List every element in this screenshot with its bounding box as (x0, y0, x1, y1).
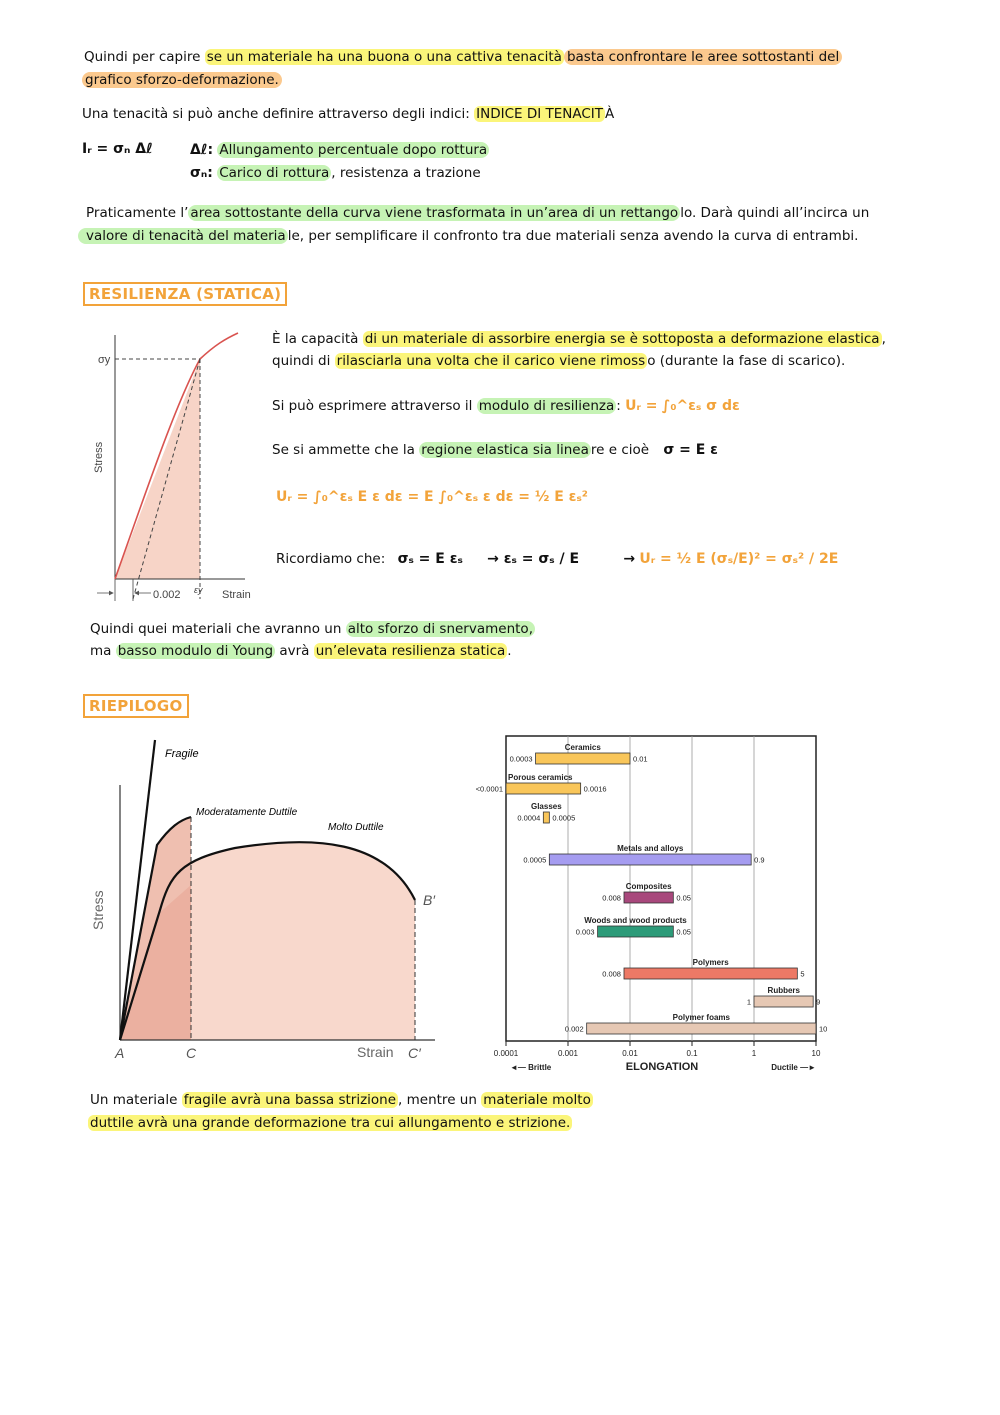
highlight: se un materiale ha una buona o una cattiva tenacità (206, 49, 562, 65)
res-line-3 (272, 395, 740, 417)
series-name: Metals and alloys (617, 844, 684, 853)
highlight: fragile avrà una bassa strizione (183, 1092, 397, 1108)
res-line-2 (272, 350, 845, 372)
text: Se si ammette che la (272, 442, 420, 458)
sy-label: σy (98, 354, 111, 366)
series-name: Glasses (530, 802, 562, 811)
practical-line-2 (78, 225, 858, 247)
text: , (881, 331, 886, 347)
min-label: 0.0004 (517, 813, 541, 823)
series-name: Polymer foams (672, 1013, 731, 1022)
ur-integral: ∫₀^εₛ σ dε (661, 398, 740, 414)
rem3-a: Uᵣ = ½ E (σₛ/E)² = (639, 551, 782, 567)
sigma-n-definition (190, 162, 481, 184)
rem2: → εₛ = σₛ / E (487, 551, 580, 567)
bar (543, 812, 549, 823)
highlight: INDICE DI TENACIT (476, 106, 604, 122)
max-label: 10 (819, 1024, 828, 1034)
section-header-riepilogo: RIEPILOGO (83, 694, 189, 718)
highlight: duttile avrà una grande deformazione tra cui allungamento e strizione. (90, 1115, 571, 1131)
highlight: grafico sforzo-deformazione. (82, 72, 282, 88)
series-name: Composites (625, 882, 672, 891)
intro-line-2 (82, 69, 282, 91)
strain-label: Strain (222, 589, 251, 601)
index-line (82, 103, 614, 125)
highlight: di un materiale di assorbire energia se è sottoposta a deformazione elastica (364, 331, 880, 347)
x-axis-title: ELONGATION (625, 1061, 699, 1073)
min-label: 0.008 (602, 893, 621, 903)
highlight: rilasciarla una volta che il carico viene rimoss (336, 353, 646, 369)
min-label: 0.0003 (509, 754, 533, 764)
max-label: 9 (816, 997, 821, 1007)
strain-label: Strain (357, 1044, 394, 1060)
max-label: 0.05 (676, 893, 691, 903)
fragile-label: Fragile (165, 748, 199, 760)
highlight: un’elevata resilienza statica (315, 643, 506, 659)
linear-law: σ = E ε (663, 442, 718, 458)
text: Si può esprimere attraverso il (272, 398, 477, 414)
stress-label: Stress (93, 441, 105, 473)
highlight: basta confrontare le aree sottostanti del (564, 49, 842, 65)
series-name: Ceramics (564, 743, 601, 752)
ur-derivation (276, 486, 588, 508)
series-name: Rubbers (767, 986, 800, 995)
min-label: 0.008 (602, 969, 621, 979)
a-label: A (115, 1045, 125, 1061)
max-label: 0.0005 (552, 813, 576, 823)
text: avrà (275, 643, 314, 659)
derivation-result: ½ E εₛ² (534, 489, 588, 505)
text: , mentre un (398, 1092, 482, 1108)
text: À (605, 106, 615, 122)
res-line-4 (272, 439, 718, 461)
toughness-formula: Iᵣ = σₙ Δℓ (82, 141, 153, 157)
highlight: valore di tenacità del materia (78, 228, 288, 244)
text: : (616, 398, 621, 414)
bar (598, 926, 674, 937)
summary-line-1 (90, 618, 535, 640)
highlight: regione elastica sia linea (421, 442, 589, 458)
resilience-stress-strain-chart (85, 325, 255, 607)
min-label: 1 (746, 997, 751, 1007)
resilience-area (115, 359, 200, 579)
text: Praticamente l’ (86, 205, 189, 221)
series-name: Polymers (692, 958, 729, 967)
remember-line (276, 548, 838, 570)
bprime-label: B′ (423, 892, 435, 908)
text: Quindi per capire (84, 49, 205, 65)
ur-symbol: Uᵣ = (625, 398, 658, 414)
cprime-label: C′ (408, 1045, 421, 1061)
text: . (507, 643, 512, 659)
highlight: modulo di resilienza (478, 398, 615, 414)
ey-label: εy (194, 585, 203, 595)
res-line-1 (272, 328, 886, 350)
min-label: 0.0005 (523, 855, 547, 865)
molto-label: Molto Duttile (328, 822, 384, 833)
highlight: Allungamento percentuale dopo rottura (219, 142, 488, 158)
text: Una tenacità si può anche definire attraverso degli indici: (82, 106, 475, 122)
text: lo. Darà quindi all’incirca un (680, 205, 870, 221)
x-tick-label: 0.01 (622, 1049, 638, 1058)
rem1: σₛ = E εₛ (397, 551, 463, 567)
bar (549, 854, 751, 865)
moderatamente-label: Moderatamente Duttile (196, 807, 298, 818)
bar (624, 892, 673, 903)
brittle-label: ◄— Brittle (510, 1063, 552, 1072)
intro-line-1 (84, 46, 842, 68)
max-label: 0.0016 (583, 784, 607, 794)
x-tick-label: 10 (811, 1049, 821, 1058)
text: ma (90, 643, 116, 659)
c-label: C (186, 1045, 197, 1061)
offset-label: 0.002 (153, 589, 181, 601)
highlight: alto sforzo di snervamento, (347, 621, 533, 637)
text: le, per semplificare il confronto tra due materiali senza avendo la curva di entrambi. (287, 228, 859, 244)
rem3-arrow: → (623, 551, 636, 567)
max-label: 0.05 (676, 927, 691, 937)
x-tick-label: 0.0001 (493, 1049, 519, 1058)
delta-l-definition (190, 139, 489, 161)
bar (536, 753, 630, 764)
series-name: Woods and wood products (584, 916, 687, 925)
max-label: 0.01 (633, 754, 648, 764)
symbol: σₙ: (190, 165, 213, 181)
x-tick-label: 1 (751, 1049, 757, 1058)
highlight: materiale molto (483, 1092, 591, 1108)
max-label: 0.9 (754, 855, 765, 865)
max-label: 5 (800, 969, 805, 979)
section-header-resilienza: RESILIENZA (STATICA) (83, 282, 287, 306)
highlight: basso modulo di Young (117, 643, 274, 659)
text: È la capacità (272, 331, 363, 347)
practical-line-1 (86, 202, 869, 224)
final-line-1 (90, 1089, 593, 1111)
highlight: Carico di rottura (219, 165, 330, 181)
bar (506, 783, 581, 794)
text: re e cioè (590, 442, 650, 458)
final-line-2 (88, 1112, 572, 1134)
x-tick-label: 0.001 (557, 1049, 579, 1058)
min-label: 0.003 (575, 927, 595, 937)
min-label: 0.002 (564, 1024, 584, 1034)
summary-line-2 (90, 640, 512, 662)
text: , resistenza a trazione (331, 165, 481, 181)
x-tick-label: 0.1 (686, 1049, 698, 1058)
text: Un materiale (90, 1092, 182, 1108)
text: o (durante la fase di scarico). (647, 353, 846, 369)
text: quindi di (272, 353, 335, 369)
bar (624, 968, 797, 979)
text: Ricordiamo che: (276, 551, 386, 567)
ductility-comparison-chart (85, 735, 445, 1065)
text: Quindi quei materiali che avranno un (90, 621, 346, 637)
bar (587, 1023, 816, 1034)
rem3-b: σₛ² / 2E (781, 551, 839, 567)
highlight: area sottostante della curva viene trasformata in un’area di un rettango (190, 205, 679, 221)
series-name: Porous ceramics (508, 773, 573, 782)
derivation-text: Uᵣ = ∫₀^εₛ E ε dε = E ∫₀^εₛ ε dε = (276, 489, 535, 505)
symbol: Δℓ: (190, 142, 214, 158)
min-label: <0.0001 (475, 784, 503, 794)
bar (754, 996, 813, 1007)
ductile-label: Ductile —► (771, 1063, 816, 1072)
stress-label: Stress (90, 890, 106, 930)
elongation-bar-chart (460, 728, 840, 1078)
